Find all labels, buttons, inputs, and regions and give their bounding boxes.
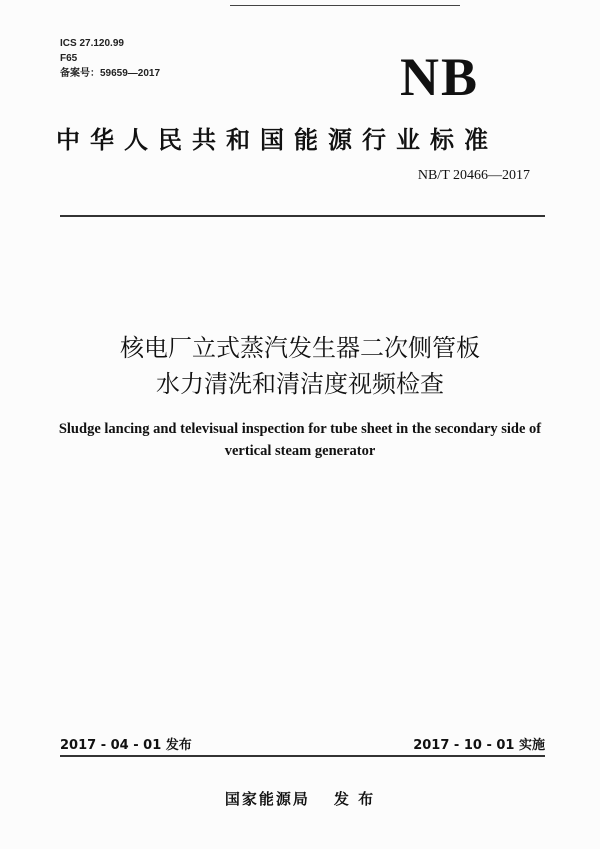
issuer-name: 国家能源局	[224, 790, 310, 808]
standard-category-title: 中华人民共和国能源行业标准	[56, 126, 498, 154]
english-title	[40, 418, 560, 462]
footer-divider	[60, 755, 545, 757]
publish-date: 2017 - 04 - 01 发布	[60, 738, 192, 753]
chinese-title-line-2: 水力清洗和清洁度视频检查	[156, 370, 444, 398]
english-title-line-1: Sludge lancing and televisual inspection for tube sheet in the secondary side of	[58, 421, 542, 437]
classification-block	[60, 36, 160, 81]
standard-number: NB/T 20466—2017	[417, 168, 530, 183]
nb-logo: NB	[400, 47, 480, 107]
english-title-line-2: vertical steam generator	[224, 443, 376, 459]
implement-date: 2017 - 10 - 01 实施	[413, 738, 545, 753]
record-number: 备案号：59659—2017	[60, 68, 161, 79]
top-scan-line	[230, 5, 460, 6]
issuer-line	[0, 788, 600, 809]
chinese-title	[0, 330, 600, 402]
chinese-title-line-1: 核电厂立式蒸汽发生器二次侧管板	[120, 334, 480, 362]
ccs-code: F65	[60, 53, 78, 64]
issuer-action: 发 布	[333, 790, 376, 808]
header-divider	[60, 215, 545, 217]
ics-code: ICS 27.120.99	[60, 38, 124, 49]
